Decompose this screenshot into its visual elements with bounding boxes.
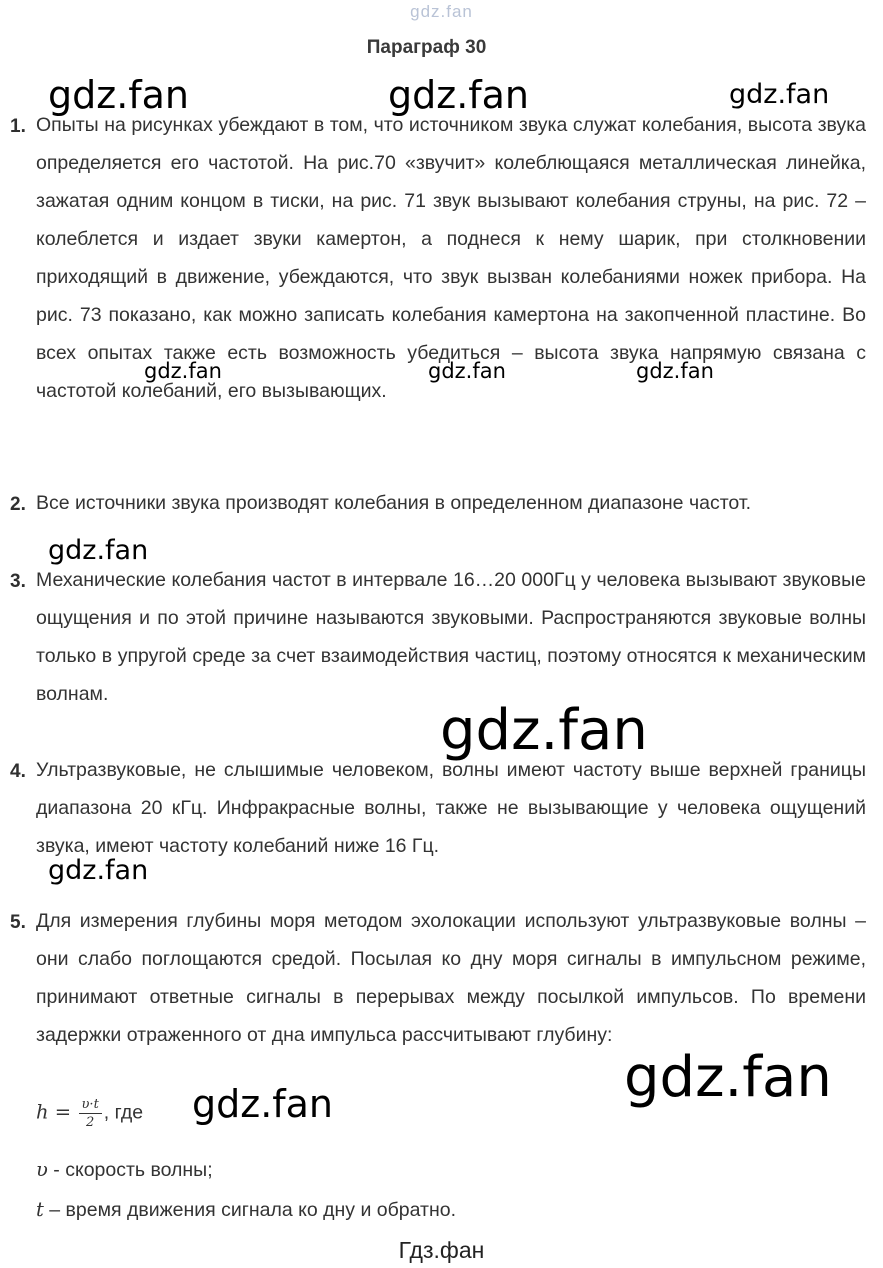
formula-lhs: h = xyxy=(36,1100,72,1124)
footer-brand: Гдз.фан xyxy=(398,1237,485,1263)
depth-formula xyxy=(36,1097,143,1130)
formula-fraction xyxy=(79,1097,102,1130)
watermark: gdz.fan xyxy=(624,1045,832,1110)
item-number: 3. xyxy=(10,571,26,592)
item-text: Механические колебания частот в интервале 16…20 000Гц у человека вызывают звуковые ощущения и по этой причине называются звуковыми. Распространяются звуковые волны только в упругой среде за счет взаимодействия частиц, поэтому относятся к механическим волнам. xyxy=(36,569,866,705)
item-number: 2. xyxy=(10,494,26,515)
item-text: Опыты на рисунках убеждают в том, что источником звука служат колебания, высота звука определяется его частотой. На рис.70 «звучит» колеблющаяся металлическая линейка, зажатая одним концом в тиски, на рис. 71 звук вызывают колебания струны, на рис. 72 – колеблется и издает звуки камертон, а поднеся к нему шарик, при столкновении приходящий в движение, убеждаются, что звук вызван колебаниями ножек прибора. На рис. 73 показано, как можно записать колебания камертона на закопченной пластине. Во всех опытах также есть возможность убедиться – высота звука напрямую связана с частотой колебаний, его вызывающих. xyxy=(36,114,866,402)
item-text: Все источники звука производят колебания в определенном диапазоне частот. xyxy=(36,492,752,514)
formula-suffix: , где xyxy=(103,1101,144,1124)
page-title: Параграф 30 xyxy=(366,37,487,58)
watermark: gdz.fan xyxy=(388,73,530,117)
formula-numerator: υ·t xyxy=(79,1097,102,1114)
watermark: gdz.fan xyxy=(192,1082,334,1126)
item-text: Ультразвуковые, не слышимые человеком, волны имеют частоту выше верхней границы диапазона 20 кГц. Инфракрасные волны, также не вызывающие у человека ощущений звука, имеют частоту колебаний ниже 16 Гц. xyxy=(36,759,866,857)
watermark: gdz.fan xyxy=(48,855,149,886)
top-watermark: gdz.fan xyxy=(410,2,473,21)
definition-symbol: t xyxy=(36,1198,44,1221)
watermark: gdz.fan xyxy=(144,359,222,383)
watermark: gdz.fan xyxy=(729,79,830,110)
watermark: gdz.fan xyxy=(48,535,149,566)
definition-text: - скорость волны; xyxy=(47,1159,213,1181)
item-text: Для измерения глубины моря методом эхолокации используют ультразвуковые волны – они слабо поглощаются средой. Посылая ко дну моря сигналы в импульсном режиме, принимают ответные сигналы в перерывах между посылкой импульсов. По времени задержки отраженного от дна импульса рассчитывают глубину: xyxy=(36,910,866,1046)
definition-symbol: υ xyxy=(36,1158,48,1181)
formula-denominator: 2 xyxy=(86,1115,95,1130)
watermark: gdz.fan xyxy=(440,698,648,763)
watermark: gdz.fan xyxy=(636,359,714,383)
definition-text: – время движения сигнала ко дну и обратно. xyxy=(43,1199,457,1221)
definition-time xyxy=(36,1198,456,1222)
item-number: 4. xyxy=(10,761,26,782)
definition-velocity xyxy=(36,1158,213,1182)
watermark: gdz.fan xyxy=(48,73,190,117)
item-number: 1. xyxy=(10,116,26,137)
watermark: gdz.fan xyxy=(428,359,506,383)
item-number: 5. xyxy=(10,912,26,933)
